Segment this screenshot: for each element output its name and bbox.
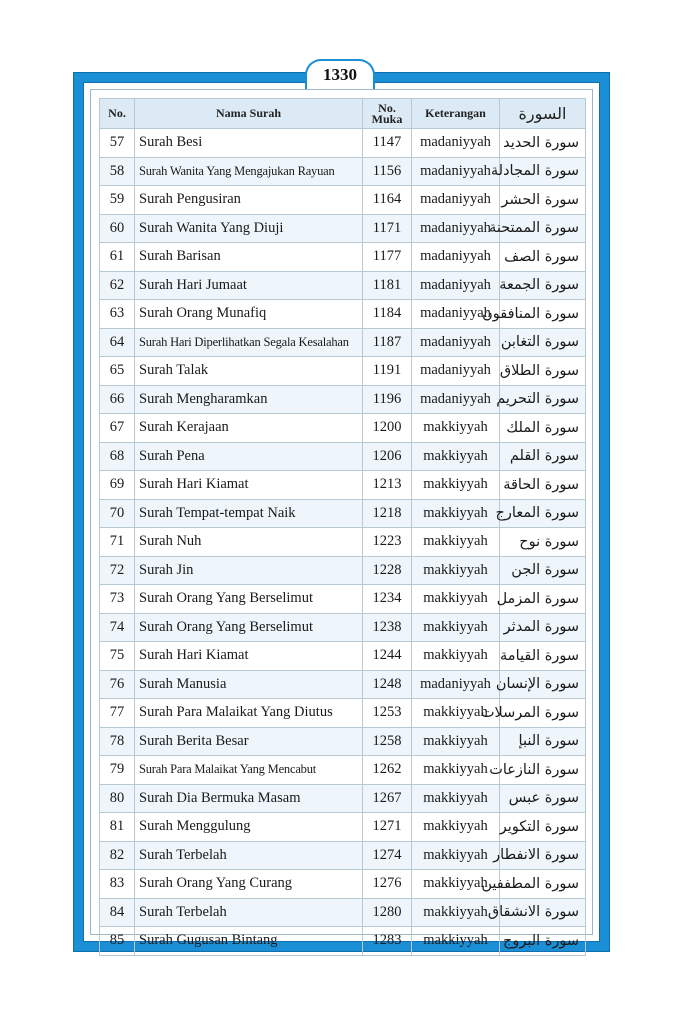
page-number-cell: 1171 (363, 214, 412, 243)
table-row (100, 727, 586, 756)
surah-name: Surah Gugusan Bintang (135, 927, 363, 956)
surah-arabic: سورة الممتحنة (500, 214, 586, 243)
keterangan: madaniyyah (412, 385, 500, 414)
surah-arabic: سورة التكوير (500, 813, 586, 842)
keterangan: madaniyyah (412, 357, 500, 386)
table-row (100, 271, 586, 300)
table-row (100, 157, 586, 186)
surah-name: Surah Orang Yang Berselimut (135, 613, 363, 642)
keterangan: makkiyyah (412, 813, 500, 842)
surah-arabic: سورة المدثر (500, 613, 586, 642)
keterangan: makkiyyah (412, 727, 500, 756)
row-number: 71 (100, 528, 135, 557)
keterangan: makkiyyah (412, 556, 500, 585)
table-row (100, 642, 586, 671)
keterangan: madaniyyah (412, 129, 500, 158)
surah-name: Surah Orang Munafiq (135, 300, 363, 329)
row-number: 75 (100, 642, 135, 671)
table-row (100, 357, 586, 386)
surah-name: Surah Hari Jumaat (135, 271, 363, 300)
table-row (100, 328, 586, 357)
page-number-cell: 1223 (363, 528, 412, 557)
surah-arabic: سورة الصف (500, 243, 586, 272)
row-number: 66 (100, 385, 135, 414)
table-row (100, 813, 586, 842)
surah-name: Surah Mengharamkan (135, 385, 363, 414)
keterangan: makkiyyah (412, 414, 500, 443)
page-number-cell: 1196 (363, 385, 412, 414)
surah-arabic: سورة الحاقة (500, 471, 586, 500)
row-number: 62 (100, 271, 135, 300)
row-number: 60 (100, 214, 135, 243)
page-number-cell: 1248 (363, 670, 412, 699)
page-number-cell: 1267 (363, 784, 412, 813)
surah-arabic: سورة الحشر (500, 186, 586, 215)
header-page-line2: Muka (371, 111, 403, 126)
surah-name: Surah Nuh (135, 528, 363, 557)
keterangan: makkiyyah (412, 756, 500, 785)
row-number: 72 (100, 556, 135, 585)
surah-arabic: سورة البروج (500, 927, 586, 956)
keterangan: madaniyyah (412, 328, 500, 357)
surah-arabic: سورة نوح (500, 528, 586, 557)
keterangan: madaniyyah (412, 243, 500, 272)
surah-name: Surah Berita Besar (135, 727, 363, 756)
keterangan: makkiyyah (412, 528, 500, 557)
header-name: Nama Surah (135, 99, 363, 129)
table-row (100, 499, 586, 528)
page-number-cell: 1283 (363, 927, 412, 956)
surah-table (99, 98, 586, 956)
row-number: 67 (100, 414, 135, 443)
keterangan: makkiyyah (412, 471, 500, 500)
table-row (100, 528, 586, 557)
page-number-cell: 1228 (363, 556, 412, 585)
table-row (100, 670, 586, 699)
surah-name: Surah Pena (135, 442, 363, 471)
page-number-cell: 1206 (363, 442, 412, 471)
row-number: 80 (100, 784, 135, 813)
row-number: 73 (100, 585, 135, 614)
keterangan: madaniyyah (412, 157, 500, 186)
row-number: 65 (100, 357, 135, 386)
page-number-cell: 1274 (363, 841, 412, 870)
page-number-cell: 1200 (363, 414, 412, 443)
keterangan: makkiyyah (412, 784, 500, 813)
keterangan: makkiyyah (412, 642, 500, 671)
surah-arabic: سورة المنافقون (500, 300, 586, 329)
surah-arabic: سورة الانشقاق (500, 898, 586, 927)
table-row (100, 613, 586, 642)
surah-arabic: سورة المرسلات (500, 699, 586, 728)
keterangan: makkiyyah (412, 870, 500, 899)
surah-name: Surah Menggulung (135, 813, 363, 842)
page-number-cell: 1234 (363, 585, 412, 614)
page-number-cell: 1271 (363, 813, 412, 842)
row-number: 82 (100, 841, 135, 870)
table-row (100, 927, 586, 956)
surah-arabic: سورة الحديد (500, 129, 586, 158)
header-arabic: السورة (500, 99, 586, 129)
surah-name: Surah Hari Kiamat (135, 471, 363, 500)
surah-name: Surah Kerajaan (135, 414, 363, 443)
keterangan: makkiyyah (412, 442, 500, 471)
page-number-cell: 1218 (363, 499, 412, 528)
page-number-cell: 1191 (363, 357, 412, 386)
header-keterangan: Keterangan (412, 99, 500, 129)
page-number-cell: 1184 (363, 300, 412, 329)
keterangan: makkiyyah (412, 499, 500, 528)
page-number-cell: 1147 (363, 129, 412, 158)
surah-name: Surah Hari Kiamat (135, 642, 363, 671)
surah-name: Surah Hari Diperlihatkan Segala Kesalahan (135, 328, 363, 357)
page-number: 1330 (305, 59, 375, 89)
page-number-cell: 1253 (363, 699, 412, 728)
surah-arabic: سورة المعارج (500, 499, 586, 528)
table-row (100, 300, 586, 329)
surah-name: Surah Barisan (135, 243, 363, 272)
keterangan: makkiyyah (412, 927, 500, 956)
surah-arabic: سورة الطلاق (500, 357, 586, 386)
page-number-cell: 1238 (363, 613, 412, 642)
table-row (100, 414, 586, 443)
surah-arabic: سورة القلم (500, 442, 586, 471)
row-number: 77 (100, 699, 135, 728)
keterangan: madaniyyah (412, 186, 500, 215)
keterangan: madaniyyah (412, 300, 500, 329)
table-row (100, 585, 586, 614)
surah-name: Surah Terbelah (135, 898, 363, 927)
page-number-cell: 1177 (363, 243, 412, 272)
keterangan: makkiyyah (412, 841, 500, 870)
surah-name: Surah Talak (135, 357, 363, 386)
page-number-cell: 1280 (363, 898, 412, 927)
surah-arabic: سورة التغابن (500, 328, 586, 357)
row-number: 84 (100, 898, 135, 927)
surah-arabic: سورة عبس (500, 784, 586, 813)
surah-name: Surah Orang Yang Berselimut (135, 585, 363, 614)
surah-arabic: سورة المزمل (500, 585, 586, 614)
row-number: 83 (100, 870, 135, 899)
table-row (100, 129, 586, 158)
surah-name: Surah Para Malaikat Yang Diutus (135, 699, 363, 728)
keterangan: madaniyyah (412, 271, 500, 300)
row-number: 74 (100, 613, 135, 642)
surah-arabic: سورة الجن (500, 556, 586, 585)
row-number: 59 (100, 186, 135, 215)
page-number-cell: 1258 (363, 727, 412, 756)
surah-arabic: سورة الجمعة (500, 271, 586, 300)
surah-arabic: سورة النبإ (500, 727, 586, 756)
page-number-cell: 1164 (363, 186, 412, 215)
table-row (100, 841, 586, 870)
table-row (100, 385, 586, 414)
keterangan: madaniyyah (412, 214, 500, 243)
surah-arabic: سورة التحريم (500, 385, 586, 414)
surah-name: Surah Pengusiran (135, 186, 363, 215)
surah-arabic: سورة الملك (500, 414, 586, 443)
header-page (363, 99, 412, 129)
keterangan: madaniyyah (412, 670, 500, 699)
row-number: 58 (100, 157, 135, 186)
row-number: 81 (100, 813, 135, 842)
table-row (100, 471, 586, 500)
table-row (100, 898, 586, 927)
surah-name: Surah Para Malaikat Yang Mencabut (135, 756, 363, 785)
keterangan: makkiyyah (412, 585, 500, 614)
row-number: 69 (100, 471, 135, 500)
table-row (100, 870, 586, 899)
page-number-cell: 1213 (363, 471, 412, 500)
surah-name: Surah Jin (135, 556, 363, 585)
row-number: 64 (100, 328, 135, 357)
page-number-cell: 1276 (363, 870, 412, 899)
surah-arabic: سورة النازعات (500, 756, 586, 785)
surah-arabic: سورة القيامة (500, 642, 586, 671)
surah-arabic: سورة الإنسان (500, 670, 586, 699)
page-number-cell: 1156 (363, 157, 412, 186)
row-number: 68 (100, 442, 135, 471)
table-row (100, 214, 586, 243)
surah-arabic: سورة المجادلة (500, 157, 586, 186)
table-row (100, 556, 586, 585)
page-number-cell: 1262 (363, 756, 412, 785)
table-row (100, 699, 586, 728)
surah-name: Surah Dia Bermuka Masam (135, 784, 363, 813)
table-row (100, 442, 586, 471)
row-number: 79 (100, 756, 135, 785)
page-number-cell: 1187 (363, 328, 412, 357)
surah-name: Surah Wanita Yang Mengajukan Rayuan (135, 157, 363, 186)
keterangan: makkiyyah (412, 613, 500, 642)
row-number: 76 (100, 670, 135, 699)
header-page-line1: No. (378, 100, 396, 115)
surah-name: Surah Wanita Yang Diuji (135, 214, 363, 243)
row-number: 63 (100, 300, 135, 329)
surah-arabic: سورة الانفطار (500, 841, 586, 870)
table-row (100, 186, 586, 215)
header-no: No. (100, 99, 135, 129)
table-row (100, 784, 586, 813)
surah-name: Surah Besi (135, 129, 363, 158)
surah-name: Surah Tempat-tempat Naik (135, 499, 363, 528)
row-number: 57 (100, 129, 135, 158)
keterangan: makkiyyah (412, 699, 500, 728)
table-header-row (100, 99, 586, 129)
row-number: 85 (100, 927, 135, 956)
page-number-cell: 1181 (363, 271, 412, 300)
keterangan: makkiyyah (412, 898, 500, 927)
page-number-cell: 1244 (363, 642, 412, 671)
table-row (100, 243, 586, 272)
surah-name: Surah Terbelah (135, 841, 363, 870)
table-row (100, 756, 586, 785)
row-number: 78 (100, 727, 135, 756)
row-number: 61 (100, 243, 135, 272)
surah-name: Surah Orang Yang Curang (135, 870, 363, 899)
surah-name: Surah Manusia (135, 670, 363, 699)
surah-arabic: سورة المطففين (500, 870, 586, 899)
row-number: 70 (100, 499, 135, 528)
